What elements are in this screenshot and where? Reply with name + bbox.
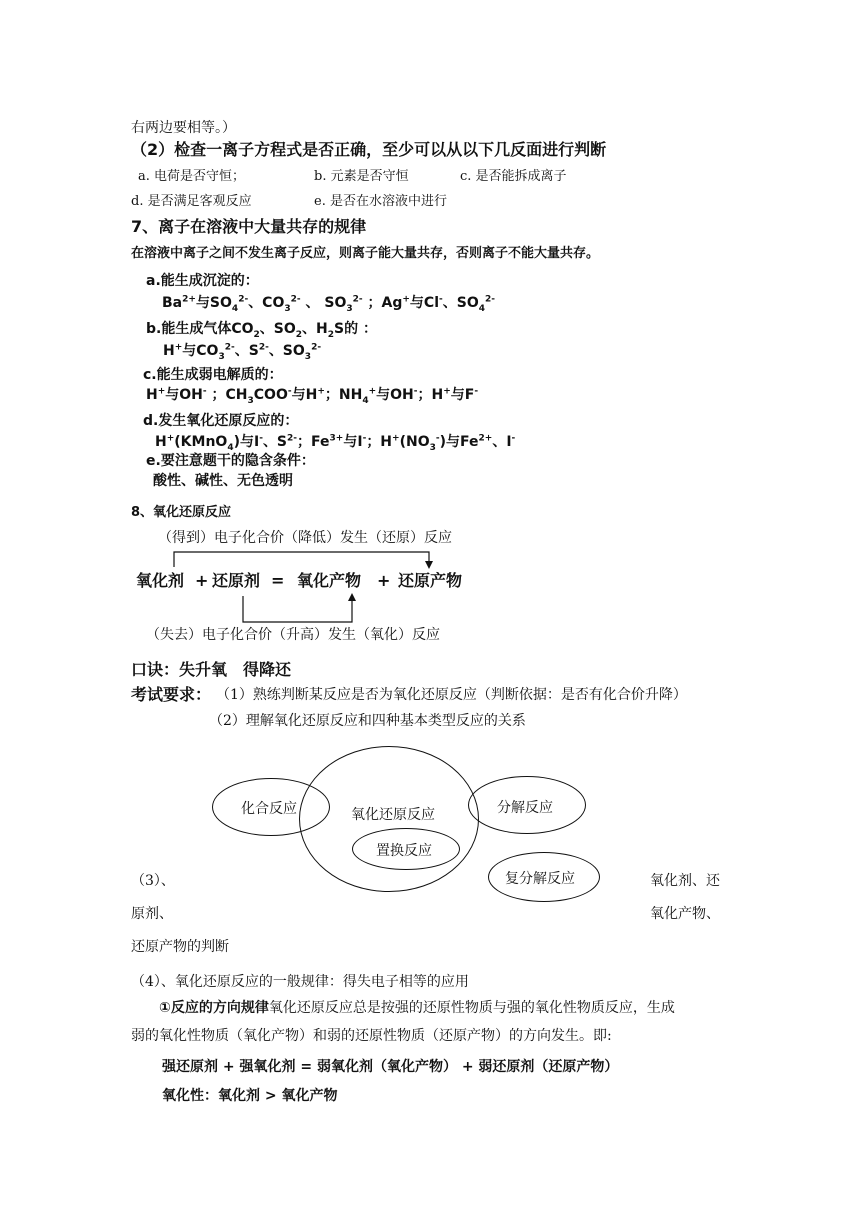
venn-center-label: 氧化还原反应 — [351, 807, 435, 823]
lose-label: （失去）电子化合价（升高）发生（氧化）反应 — [146, 627, 440, 643]
sec7-d-label: d.发生氧化还原反应的： — [143, 413, 299, 429]
sec8-heading: 8、氧化还原反应 — [131, 505, 232, 520]
exam-item-1: （1）熟练判断某反应是否为氧化还原反应（判断依据：是否有化合价升降） — [216, 687, 687, 703]
intro-tail: 右两边要相等。） — [131, 120, 236, 136]
sec7-a-ions: $Ba^{2+}$与$SO_4^{2-}$、$CO_3^{2-}$ 、 $SO_3^{2-}$ ；Ag+与Cl-、$SO_4^{2-}$ — [162, 294, 495, 314]
eq-ox-product: 氧化产物 — [297, 571, 362, 590]
sec6-2-heading: （2）检查一离子方程式是否正确，至少可以从以下几反面进行判断 — [131, 140, 607, 159]
venn-combination-label: 化合反应 — [241, 801, 297, 817]
eq-oxidant: 氧化剂 — [136, 571, 185, 590]
item4-heading: （4）、氧化还原反应的一般规律：得失电子相等的应用 — [131, 974, 469, 990]
item4-rule-line2: 弱的氧化性物质（氧化产物）和弱的还原性物质（还原产物）的方向发生。即: — [131, 1028, 612, 1044]
sec7-d-ions: H+(KMnO$_4$)与I-、$S^{2-}$；$Fe^{3+}$与I-；$H^+(NO_3^-)$与$Fe^{2+}$、I- — [155, 433, 516, 453]
eq-plus-2: + — [377, 571, 391, 590]
item3-right2: 氧化产物、 — [650, 906, 720, 922]
item3-left2: 原剂、 — [131, 906, 173, 922]
item4-oxidizing: 氧化性：氧化剂 > 氧化产物 — [162, 1088, 338, 1104]
item4-formula: 强还原剂 + 强氧化剂 = 弱氧化剂（氧化产物） + 弱还原剂（还原产物） — [162, 1059, 619, 1075]
eq-reductant: 还原剂 — [212, 571, 261, 590]
eq-red-product: 还原产物 — [398, 571, 463, 590]
check-a: a. 电荷是否守恒； — [138, 169, 246, 184]
venn-double-label: 复分解反应 — [505, 871, 575, 887]
exam-label: 考试要求： — [131, 685, 212, 704]
gain-label: （得到）电子化合价（降低）发生（还原）反应 — [158, 530, 452, 546]
item3-line3: 还原产物的判断 — [131, 939, 229, 955]
sec7-e-content: 酸性、碱性、无色透明 — [153, 473, 293, 489]
sec7-b-label: b.能生成气体$CO_2$、$SO_2$、$H_2S$的 ： — [146, 321, 377, 340]
sec7-rule: 在溶液中离子之间不发生离子反应，则离子能大量共存，否则离子不能大量共存。 — [131, 246, 600, 261]
item3-right1: 氧化剂、还 — [650, 873, 720, 889]
sec7-e-label: e.要注意题干的隐含条件： — [146, 453, 315, 469]
sec7-c-ions: H+与OH- ；$CH_3COO^-$与H+；$NH_4^+$与OH-；H+与F- — [146, 386, 479, 406]
sec7-b-ions: H+与$CO_3^{2-}$、$S^{2-}$、$SO_3^{2-}$ — [163, 342, 322, 362]
eq-equals: = — [271, 571, 285, 590]
item3-left1: （3）、 — [131, 873, 175, 889]
venn-decomposition-label: 分解反应 — [497, 800, 553, 816]
sec7-c-label: c.能生成弱电解质的： — [143, 367, 283, 383]
exam-item-2: （2）理解氧化还原反应和四种基本类型反应的关系 — [209, 713, 526, 729]
sec7-a-label: a.能生成沉淀的： — [146, 273, 259, 289]
eq-plus-1: + — [195, 571, 209, 590]
venn-displacement-label: 置换反应 — [376, 843, 432, 859]
sec7-heading: 7、离子在溶液中大量共存的规律 — [131, 217, 367, 236]
mnemonic: 口诀：失升氧 得降还 — [131, 660, 292, 679]
item4-rule-line1: ①反应的方向规律氧化还原反应总是按强的还原性物质与强的氧化性物质反应，生成 — [159, 1000, 675, 1016]
check-d: d. 是否满足客观反应 — [131, 194, 252, 209]
check-c: c. 是否能拆成离子 — [460, 169, 567, 184]
check-e: e. 是否在水溶液中进行 — [314, 194, 447, 209]
check-b: b. 元素是否守恒 — [314, 169, 409, 184]
